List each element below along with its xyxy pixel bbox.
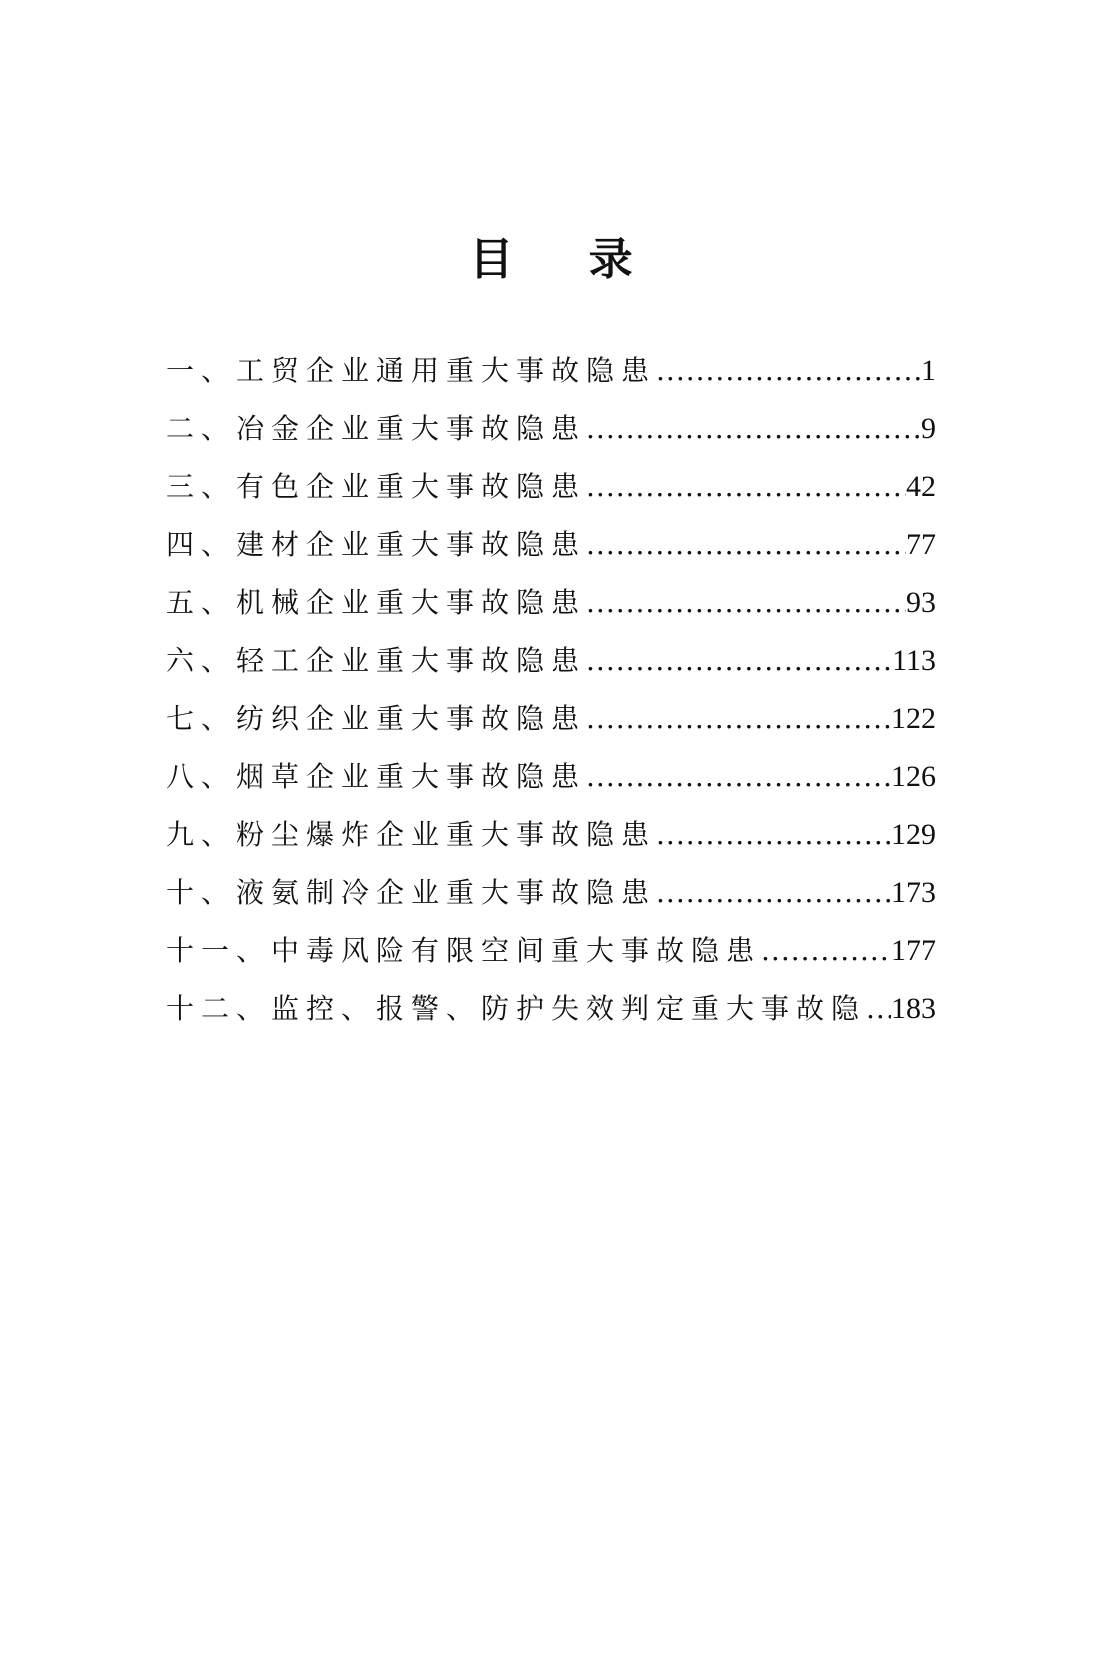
toc-entry[interactable] <box>166 352 936 410</box>
toc-entry-label: 十一、中毒风险有限空间重大事故隐患 <box>166 934 762 967</box>
toc-entry-page: 173 <box>891 876 936 909</box>
toc-entry-label: 一、工贸企业通用重大事故隐患 <box>166 354 657 387</box>
toc-entry-page: 177 <box>891 934 936 967</box>
toc-dot-leader <box>586 526 906 564</box>
toc-entry[interactable] <box>166 410 936 468</box>
toc-entry-page: 93 <box>906 586 936 619</box>
toc-entry[interactable] <box>166 932 936 990</box>
toc-dot-leader <box>586 700 891 738</box>
toc-dot-leader <box>586 584 906 622</box>
toc-entry-label: 四、建材企业重大事故隐患 <box>166 528 587 561</box>
toc-entry[interactable] <box>166 468 936 526</box>
toc-entry-page: 77 <box>906 528 936 561</box>
toc-entry-page: 126 <box>891 760 936 793</box>
toc-dot-leader <box>866 990 891 1028</box>
toc-entry[interactable] <box>166 526 936 584</box>
toc-dot-leader <box>586 410 921 448</box>
toc-entry-label: 七、纺织企业重大事故隐患 <box>166 702 587 735</box>
toc-entry[interactable] <box>166 642 936 700</box>
toc-dot-leader <box>586 758 891 796</box>
toc-list <box>166 352 936 1048</box>
toc-dot-leader <box>761 932 891 970</box>
toc-entry[interactable] <box>166 758 936 816</box>
toc-dot-leader <box>656 352 921 390</box>
toc-entry[interactable] <box>166 990 936 1048</box>
toc-dot-leader <box>656 874 891 912</box>
toc-entry-page: 113 <box>892 644 936 677</box>
toc-entry-label: 六、轻工企业重大事故隐患 <box>166 644 587 677</box>
toc-entry-page: 9 <box>921 412 936 445</box>
toc-entry-label: 二、冶金企业重大事故隐患 <box>166 412 587 445</box>
toc-entry-label: 十、液氨制冷企业重大事故隐患 <box>166 876 657 909</box>
toc-entry-page: 183 <box>891 992 936 1025</box>
toc-entry-label: 五、机械企业重大事故隐患 <box>166 586 587 619</box>
toc-entry-page: 42 <box>906 470 936 503</box>
toc-entry-page: 129 <box>891 818 936 851</box>
toc-entry[interactable] <box>166 700 936 758</box>
toc-entry[interactable] <box>166 584 936 642</box>
toc-entry-label: 八、烟草企业重大事故隐患 <box>166 760 587 793</box>
toc-entry[interactable] <box>166 874 936 932</box>
toc-entry-label: 三、有色企业重大事故隐患 <box>166 470 587 503</box>
toc-entry[interactable] <box>166 816 936 874</box>
page-title: 目 录 <box>469 234 663 285</box>
toc-dot-leader <box>586 642 892 680</box>
toc-entry-page: 1 <box>921 354 936 387</box>
toc-entry-label: 十二、监控、报警、防护失效判定重大事故隐 <box>166 992 867 1025</box>
toc-entry-label: 九、粉尘爆炸企业重大事故隐患 <box>166 818 657 851</box>
toc-dot-leader <box>586 468 906 506</box>
toc-entry-page: 122 <box>891 702 936 735</box>
toc-dot-leader <box>656 816 891 854</box>
